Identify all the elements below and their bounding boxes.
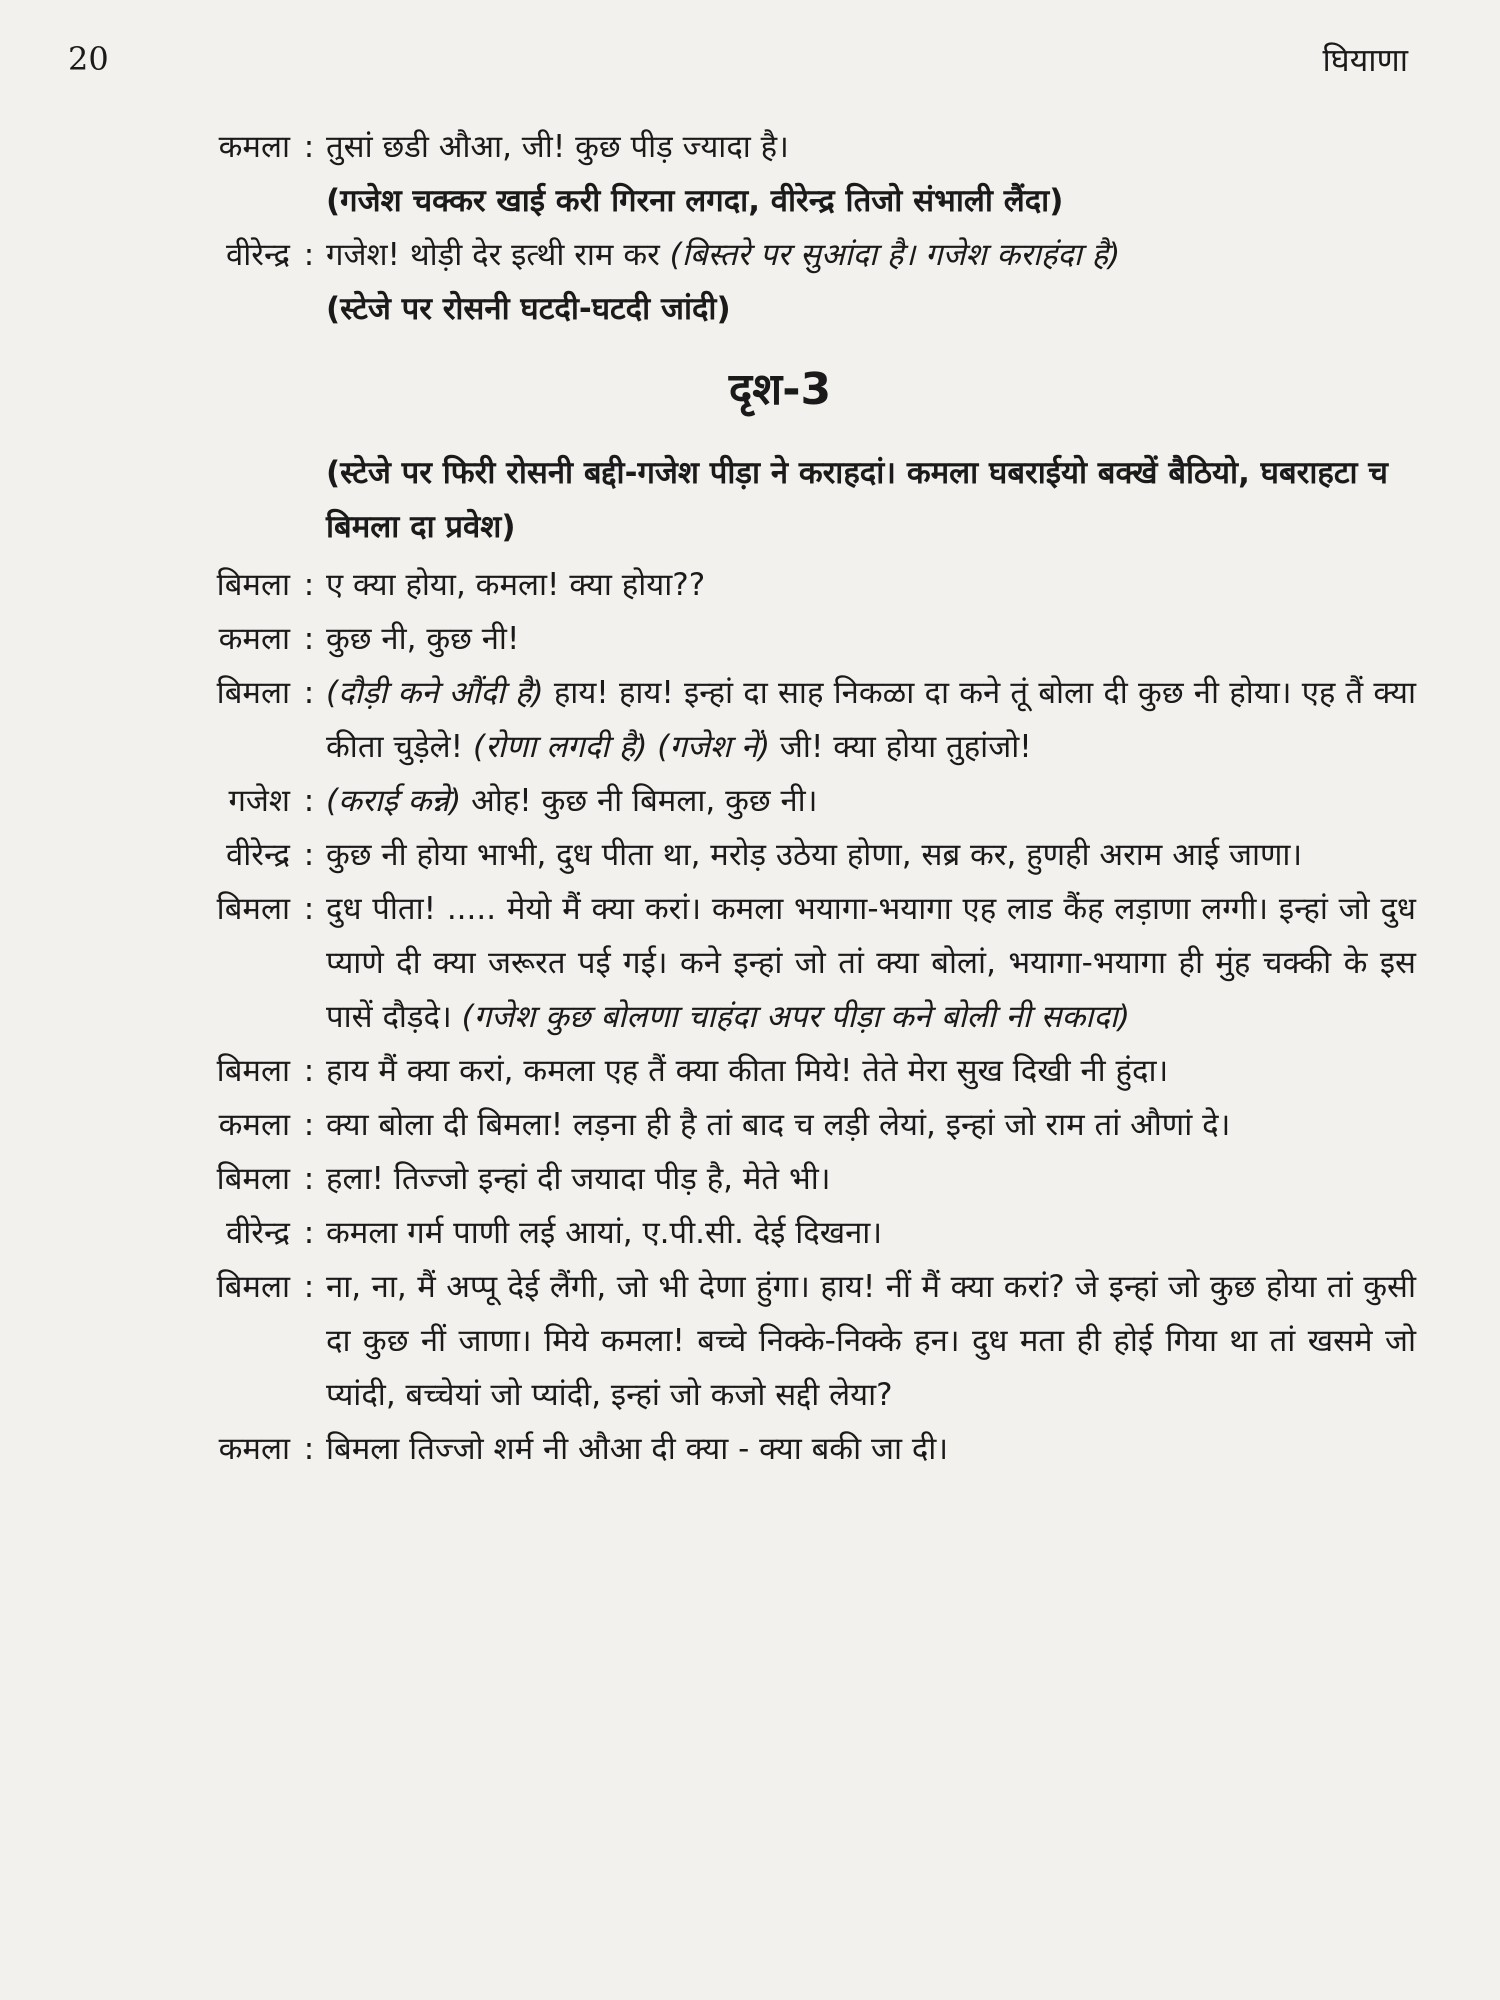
speaker-name: कमला (218, 621, 290, 657)
play-text (0, 120, 1500, 1476)
speaker-colon: : (303, 1215, 315, 1251)
speaker-colon: : (303, 237, 315, 273)
stage-direction: (स्टेजे पर फिरी रोसनी बद्दी-गजेश पीड़ा ने कराहदां। कमला घबराईयो बक्खें बैठियो, घबराहटा च बिमला दा प्रवेश) (326, 455, 1388, 545)
speaker-colon: : (303, 567, 315, 603)
dialogue-line (0, 612, 1500, 666)
dialogue-text: ना, ना, मैं अप्पू देई लैंगी, जो भी देणा हुंगा। हाय! नीं मैं क्या करां? जे इन्हां जो कुछ होया तां कुसी दा कुछ नीं जाणा। मिये कमला! बच्चे निक्के-निक्के हन। दुध मता ही होई गिया था तां खसमे जो प्यांदी, बच्चेयां जो प्यांदी, इन्हां जो कजो सद्दी लेया? (326, 1269, 1416, 1413)
dialogue-line (0, 666, 1500, 774)
speaker-name: बिमला (216, 1161, 290, 1197)
running-title: घियाणा (1322, 41, 1408, 79)
speaker-colon: : (303, 1053, 315, 1089)
speaker-colon: : (303, 783, 315, 819)
dialogue-text: क्या बोला दी बिमला! लड़ना ही है तां बाद च लड़ी लेयां, इन्हां जो राम तां औणां दे। (326, 1107, 1231, 1143)
dialogue-line (0, 120, 1500, 174)
page-number: 20 (68, 40, 109, 78)
dialogue-text (326, 774, 1416, 828)
speaker-name: बिमला (216, 675, 290, 711)
dialogue-text: बिमला तिज्जो शर्म नी औआ दी क्या - क्या बकी जा दी। (326, 1431, 949, 1467)
stage-direction: (गजेश चक्कर खाई करी गिरना लगदा, वीरेन्द्र तिजो संभाली लैंदा) (326, 183, 1064, 219)
scene-heading: दृश-3 (728, 364, 832, 415)
speaker-name: बिमला (216, 567, 290, 603)
dialogue-span: दुध पीता! ..... मेयो मैं क्या करां। कमला भयागा-भयागा एह लाड कैंह लड़ाणा लग्गी। इन्हां जो दुध प्याणे दी क्या जरूरत पई गई। कने इन्हां जो तां क्या बोलां, भयागा-भयागा ही मुंह चक्की के इस पासें दौड़दे। (326, 891, 1416, 1035)
dialogue-text (326, 666, 1416, 774)
dialogue-text: ए क्या होया, कमला! क्या होया?? (326, 567, 706, 603)
dialogue-text (326, 228, 1416, 282)
dialogue-span: हाय! हाय! इन्हां दा साह निकळा दा कने तूं बोला दी कुछ नी होया। एह तैं क्या कीता चुड़ेले! (326, 675, 1417, 765)
inline-stage-direction: (गजेश कुछ बोलणा चाहंदा अपर पीड़ा कने बोली नी सकादा) (461, 999, 1130, 1035)
inline-stage-direction: (रोणा लगदी है) (गजेश नें) (472, 729, 771, 765)
dialogue-line (0, 828, 1500, 882)
dialogue-line (0, 1206, 1500, 1260)
dialogue-line (0, 882, 1500, 1044)
dialogue-text: हाय मैं क्या करां, कमला एह तैं क्या कीता मिये! तेते मेरा सुख दिखी नी हुंदा। (326, 1053, 1169, 1089)
dialogue-text: कुछ नी होया भाभी, दुध पीता था, मरोड़ उठेया होणा, सब्र कर, हुणही अराम आई जाणा। (326, 837, 1303, 873)
speaker-name: कमला (218, 129, 290, 165)
speaker-colon: : (303, 129, 315, 165)
speaker-colon: : (303, 891, 315, 927)
dialogue-line (0, 1044, 1500, 1098)
speaker-name: बिमला (216, 891, 290, 927)
speaker-name: बिमला (216, 1269, 290, 1305)
dialogue-line (0, 1152, 1500, 1206)
dialogue-line (0, 774, 1500, 828)
dialogue-span: ओह! कुछ नी बिमला, कुछ नी। (461, 783, 818, 819)
speaker-name: कमला (218, 1107, 290, 1143)
speaker-colon: : (303, 1107, 315, 1143)
speaker-name: कमला (218, 1431, 290, 1467)
dialogue-line (0, 1422, 1500, 1476)
dialogue-text: कमला गर्म पाणी लई आयां, ए.पी.सी. देई दिखना। (326, 1215, 883, 1251)
speaker-colon: : (303, 837, 315, 873)
speaker-colon: : (303, 1161, 315, 1197)
speaker-name: वीरेन्द्र (226, 237, 290, 273)
inline-stage-direction: (कराई कन्ने) (326, 783, 462, 819)
dialogue-text: तुसां छडी औआ, जी! कुछ पीड़ ज्यादा है। (326, 129, 789, 165)
inline-stage-direction: (बिस्तरे पर सुआंदा है। गजेश कराहंदा है) (669, 237, 1121, 273)
inline-stage-direction: (दौड़ी कने औंदी है) (326, 675, 544, 711)
stage-direction: (स्टेजे पर रोसनी घटदी-घटदी जांदी) (326, 291, 731, 327)
speaker-colon: : (303, 621, 315, 657)
dialogue-text: कुछ नी, कुछ नी! (326, 621, 520, 657)
speaker-name: वीरेन्द्र (226, 837, 290, 873)
dialogue-line (0, 1260, 1500, 1422)
speaker-colon: : (303, 1431, 315, 1467)
speaker-colon: : (303, 675, 315, 711)
dialogue-text: हला! तिज्जो इन्हां दी जयादा पीड़ है, मेते भी। (326, 1161, 831, 1197)
dialogue-line (0, 1098, 1500, 1152)
dialogue-line (0, 558, 1500, 612)
dialogue-span: गजेश! थोड़ी देर इत्थी राम कर (326, 237, 670, 273)
speaker-name: वीरेन्द्र (226, 1215, 290, 1251)
speaker-name: गजेश (228, 783, 290, 819)
dialogue-line (0, 228, 1500, 282)
speaker-colon: : (303, 1269, 315, 1305)
dialogue-text (326, 882, 1416, 1044)
dialogue-span: जी! क्या होया तुहांजो! (770, 729, 1032, 765)
speaker-name: बिमला (216, 1053, 290, 1089)
